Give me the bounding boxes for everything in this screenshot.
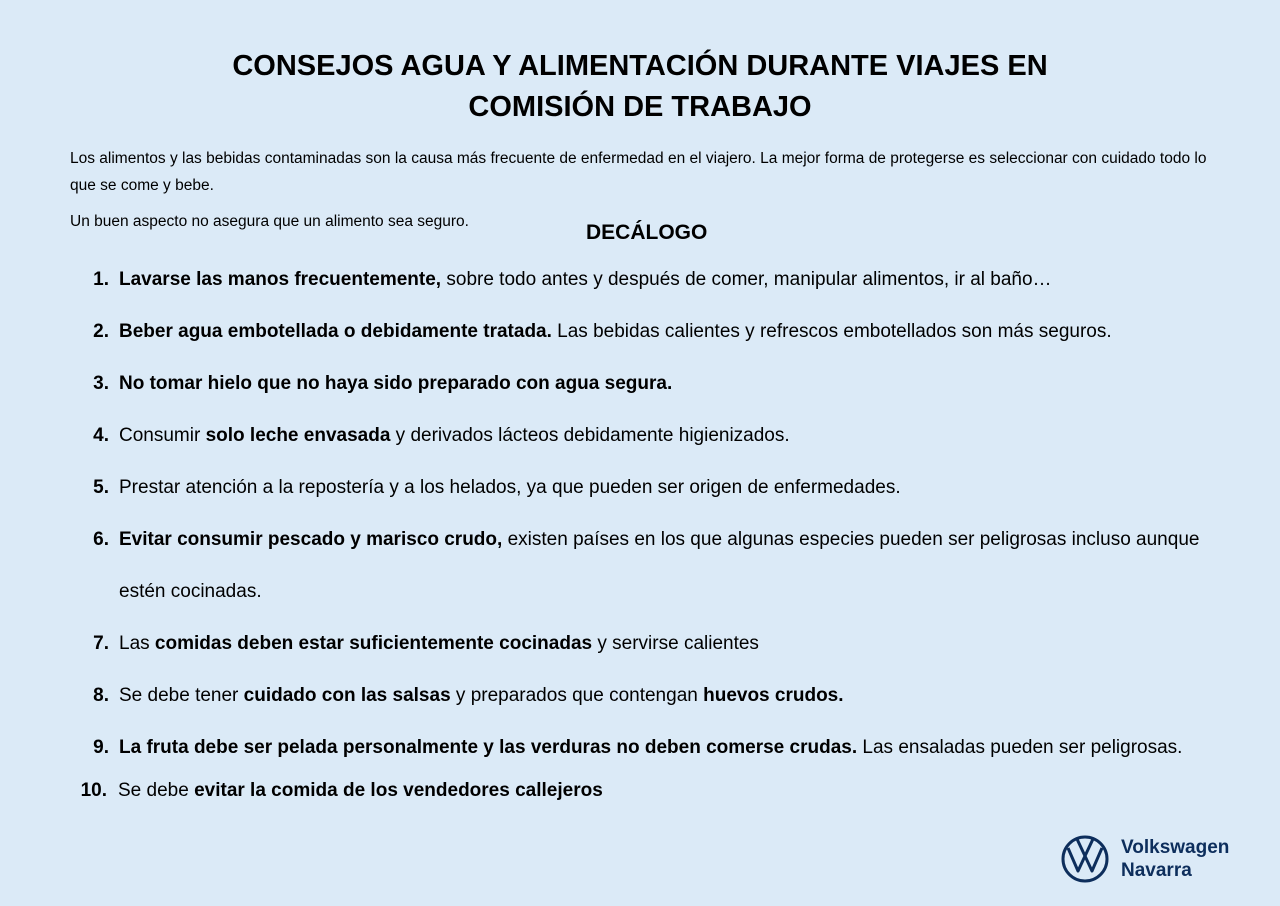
item-text-bold: cuidado con las salsas xyxy=(243,685,451,706)
item-text: Consumir xyxy=(119,425,206,446)
item-text: Las bebidas calientes y refrescos embotellados son más seguros. xyxy=(551,321,1112,342)
list-item xyxy=(93,462,1208,514)
item-text: Las xyxy=(119,633,155,654)
item-text-bold: No tomar hielo que no haya sido preparado con agua segura. xyxy=(119,373,673,394)
list-item xyxy=(80,774,1018,808)
item-text: Las ensaladas pueden ser peligrosas. xyxy=(857,737,1183,758)
item-number: 4. xyxy=(93,425,109,446)
item-text: sobre todo antes y después de comer, manipular alimentos, ir al baño… xyxy=(441,269,1052,290)
item-number: 10. xyxy=(80,780,107,801)
item-text: existen países en los que algunas especies pueden ser peligrosas incluso aunque estén cocinadas. xyxy=(119,529,1200,602)
list-item xyxy=(93,410,1208,462)
intro-paragraph: Los alimentos y las bebidas contaminadas son la causa más frecuente de enfermedad en el viajero. La mejor forma de protegerse es seleccionar con cuidado todo lo que se come y bebe. xyxy=(70,150,1207,194)
decalogo-list xyxy=(0,254,1280,808)
item-number: 2. xyxy=(93,321,109,342)
intro-note: Un buen aspecto no asegura que un alimento sea seguro. xyxy=(70,213,469,230)
list-item xyxy=(93,722,1208,774)
list-item xyxy=(93,306,1208,358)
item-number: 6. xyxy=(93,529,109,550)
list-item xyxy=(93,670,1208,722)
vw-navarra-logo xyxy=(1061,835,1229,883)
logo-text-line-2: Navarra xyxy=(1121,860,1192,881)
list-item xyxy=(93,618,1208,670)
item-number: 9. xyxy=(93,737,109,758)
decalogo-heading: DECÁLOGO xyxy=(586,221,708,244)
item-text-bold: Evitar consumir pescado y marisco crudo, xyxy=(119,529,503,550)
title-line-1: CONSEJOS AGUA Y ALIMENTACIÓN DURANTE VIAJES EN xyxy=(232,50,1048,82)
item-text: y preparados que contengan xyxy=(450,685,704,706)
list-item xyxy=(93,514,1208,618)
logo-text-line-1: Volkswagen xyxy=(1121,837,1230,858)
page-title xyxy=(0,46,1280,128)
item-text-bold: Beber agua embotellada o debidamente tratada. xyxy=(119,321,552,342)
item-text: Se debe tener xyxy=(119,685,244,706)
title-line-2: COMISIÓN DE TRABAJO xyxy=(468,91,812,123)
item-text-bold: Lavarse las manos frecuentemente, xyxy=(119,269,442,290)
item-text: Prestar atención a la repostería y a los helados, ya que pueden ser origen de enfermedades. xyxy=(119,477,901,498)
item-text: y servirse calientes xyxy=(592,633,759,654)
intro-row xyxy=(70,208,1280,246)
item-text: y derivados lácteos debidamente higienizados. xyxy=(390,425,790,446)
list-item xyxy=(93,358,1208,410)
item-text: Se debe xyxy=(118,780,195,801)
item-text-bold: evitar la comida de los vendedores callejeros xyxy=(194,780,603,801)
item-text-bold: huevos crudos. xyxy=(703,685,844,706)
item-number: 5. xyxy=(93,477,109,498)
item-text-bold: La fruta debe ser pelada personalmente y las verduras no deben comerse crudas. xyxy=(119,737,858,758)
item-text-bold: solo leche envasada xyxy=(205,425,391,446)
vw-logo-icon xyxy=(1061,835,1109,883)
item-number: 3. xyxy=(93,373,109,394)
item-number: 1. xyxy=(93,269,109,290)
item-number: 7. xyxy=(93,633,109,654)
item-number: 8. xyxy=(93,685,109,706)
list-item xyxy=(93,254,1208,306)
item-text-bold: comidas deben estar suficientemente cocinadas xyxy=(154,633,593,654)
